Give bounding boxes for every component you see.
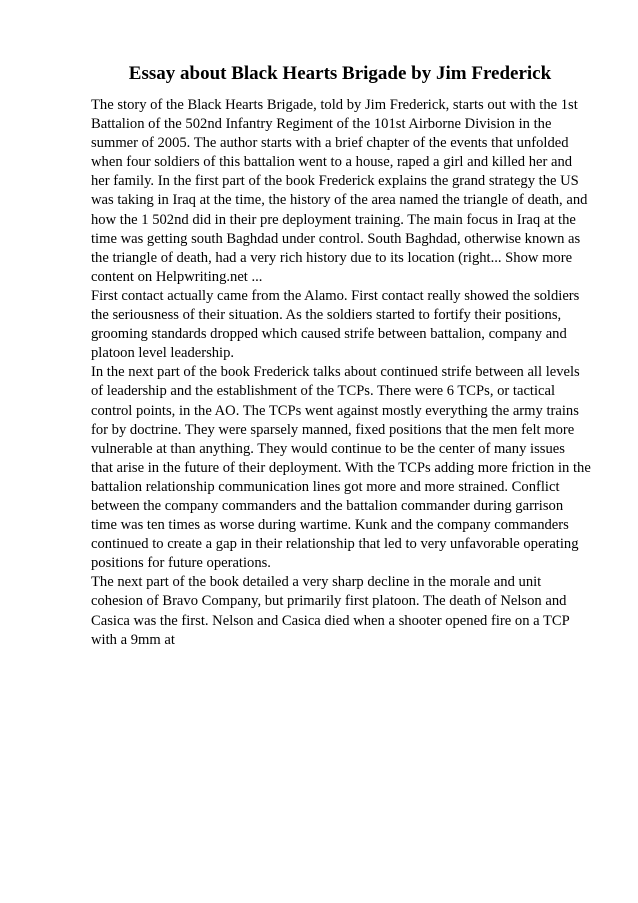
text-line: grooming standards dropped which caused strife between battalion, company and	[91, 326, 567, 343]
paragraph-tcps	[91, 363, 638, 573]
text-line: battalion relationship communication lines got more and more strained. Conflict	[91, 478, 560, 495]
essay-body	[91, 96, 638, 650]
text-line: The story of the Black Hearts Brigade, told by Jim Frederick, starts out with the 1st	[91, 97, 578, 113]
text-line: her family. In the first part of the book Frederick explains the grand strategy the US	[91, 173, 579, 190]
text-line: control points, in the AO. The TCPs went against mostly everything the army trains	[91, 402, 579, 419]
text-line: Battalion of the 502nd Infantry Regiment of the 101st Airborne Division in the	[91, 116, 552, 133]
text-line: First contact actually came from the Alamo. First contact really showed the soldiers	[91, 287, 580, 304]
text-line: of leadership and the establishment of the TCPs. There were 6 TCPs, or tactical	[91, 383, 556, 400]
text-line: that arise in the future of their deployment. With the TCPs adding more friction in the	[91, 459, 591, 476]
text-line: positions for future operations.	[91, 555, 271, 572]
text-line: was taking in Iraq at the time, the history of the area named the triangle of death, and	[91, 192, 588, 209]
text-line: cohesion of Bravo Company, but primarily first platoon. The death of Nelson and	[91, 593, 567, 610]
text-line: In the next part of the book Frederick talks about continued strife between all levels	[91, 364, 580, 381]
text-line: the triangle of death, had a very rich history due to its location (right... Show more	[91, 249, 573, 266]
paragraph-decline	[91, 573, 638, 649]
text-line: time was ten times as worse during wartime. Kunk and the company commanders	[91, 517, 569, 534]
text-line: vulnerable at than anything. They would continue to be the center of many issues	[91, 440, 565, 457]
page-title: Essay about Black Hearts Brigade by Jim Frederick	[128, 63, 552, 84]
text-line: continued to create a gap in their relationship that led to very unfavorable operating	[91, 536, 579, 553]
text-line: Casica was the first. Nelson and Casica died when a shooter opened fire on a TCP	[91, 612, 570, 629]
text-line: summer of 2005. The author starts with a brief chapter of the events that unfolded	[91, 135, 569, 152]
text-line: The next part of the book detailed a very sharp decline in the morale and unit	[91, 574, 542, 591]
text-line: when four soldiers of this battalion went to a house, raped a girl and killed her and	[91, 154, 573, 171]
text-line: the seriousness of their situation. As the soldiers started to fortify their positions,	[91, 307, 562, 324]
paragraph-first-contact	[91, 287, 638, 363]
paragraph-intro	[91, 96, 638, 287]
text-line: platoon level leadership.	[91, 345, 235, 362]
text-line: between the company commanders and the battalion commander during garrison	[91, 497, 564, 514]
text-line: how the 1 502nd did in their pre deployment training. The main focus in Iraq at the	[91, 211, 576, 228]
text-line: content on Helpwriting.net ...	[91, 268, 263, 285]
text-line: for by doctrine. They were sparsely manned, fixed positions that the men felt more	[91, 421, 575, 438]
text-line: time was getting south Baghdad under control. South Baghdad, otherwise known as	[91, 230, 581, 247]
text-line: with a 9mm at	[91, 631, 175, 648]
